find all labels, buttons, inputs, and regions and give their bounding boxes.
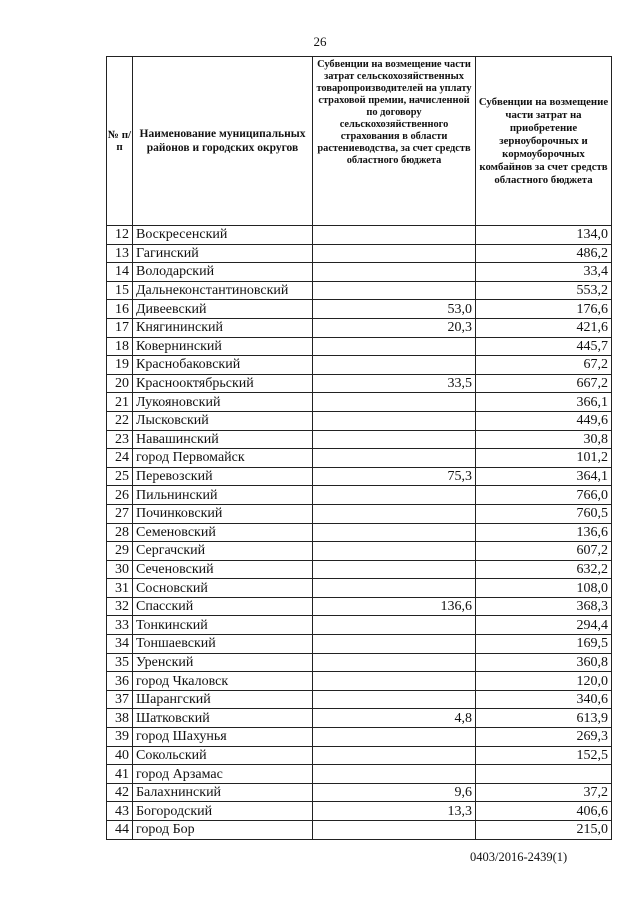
row-insurance-value	[313, 635, 476, 654]
row-insurance-value	[313, 486, 476, 505]
row-insurance-value	[313, 672, 476, 691]
row-combines-value: 632,2	[476, 560, 612, 579]
row-insurance-value	[313, 504, 476, 523]
table-row	[107, 616, 612, 635]
table-row	[107, 318, 612, 337]
row-number: 35	[107, 653, 133, 672]
row-name: Тонкинский	[133, 616, 313, 635]
row-insurance-value: 9,6	[313, 783, 476, 802]
row-combines-value: 364,1	[476, 467, 612, 486]
row-insurance-value	[313, 821, 476, 840]
row-name: город Первомайск	[133, 449, 313, 468]
table-row	[107, 337, 612, 356]
header-number: № п/п	[107, 57, 133, 226]
row-insurance-value	[313, 728, 476, 747]
row-name: Тоншаевский	[133, 635, 313, 654]
table-row	[107, 449, 612, 468]
row-number: 43	[107, 802, 133, 821]
row-combines-value: 760,5	[476, 504, 612, 523]
table-row	[107, 504, 612, 523]
row-combines-value: 152,5	[476, 746, 612, 765]
header-name: Наименование муниципальных районов и городских округов	[133, 57, 313, 226]
row-number: 26	[107, 486, 133, 505]
row-insurance-value	[313, 337, 476, 356]
table-row	[107, 653, 612, 672]
row-combines-value: 449,6	[476, 411, 612, 430]
row-combines-value: 37,2	[476, 783, 612, 802]
row-insurance-value	[313, 765, 476, 784]
row-combines-value: 366,1	[476, 393, 612, 412]
row-name: Дивеевский	[133, 300, 313, 319]
row-insurance-value	[313, 411, 476, 430]
row-name: город Бор	[133, 821, 313, 840]
table-row	[107, 374, 612, 393]
table-row	[107, 597, 612, 616]
table-row	[107, 672, 612, 691]
row-name: Перевозский	[133, 467, 313, 486]
row-insurance-value	[313, 430, 476, 449]
table-row	[107, 281, 612, 300]
table-row	[107, 690, 612, 709]
row-combines-value: 368,3	[476, 597, 612, 616]
row-insurance-value	[313, 616, 476, 635]
row-name: Спасский	[133, 597, 313, 616]
row-combines-value: 134,0	[476, 226, 612, 245]
row-insurance-value	[313, 244, 476, 263]
row-name: Дальнеконстантиновский	[133, 281, 313, 300]
row-insurance-value	[313, 560, 476, 579]
row-insurance-value: 33,5	[313, 374, 476, 393]
row-insurance-value	[313, 579, 476, 598]
row-combines-value: 607,2	[476, 542, 612, 561]
row-combines-value: 30,8	[476, 430, 612, 449]
table-row	[107, 300, 612, 319]
row-name: Володарский	[133, 263, 313, 282]
row-number: 24	[107, 449, 133, 468]
row-number: 23	[107, 430, 133, 449]
table-row	[107, 467, 612, 486]
row-insurance-value	[313, 690, 476, 709]
row-number: 18	[107, 337, 133, 356]
row-combines-value: 215,0	[476, 821, 612, 840]
table-row	[107, 728, 612, 747]
row-number: 44	[107, 821, 133, 840]
table-row	[107, 356, 612, 375]
row-number: 20	[107, 374, 133, 393]
table-row	[107, 746, 612, 765]
row-number: 30	[107, 560, 133, 579]
row-name: Сеченовский	[133, 560, 313, 579]
row-name: Краснооктябрьский	[133, 374, 313, 393]
row-number: 36	[107, 672, 133, 691]
row-name: Ковернинский	[133, 337, 313, 356]
row-number: 17	[107, 318, 133, 337]
row-number: 42	[107, 783, 133, 802]
row-insurance-value	[313, 653, 476, 672]
table-row	[107, 765, 612, 784]
row-name: Лысковский	[133, 411, 313, 430]
row-combines-value: 101,2	[476, 449, 612, 468]
row-name: Шатковский	[133, 709, 313, 728]
row-name: город Чкаловск	[133, 672, 313, 691]
row-insurance-value: 20,3	[313, 318, 476, 337]
table-row	[107, 393, 612, 412]
row-name: Балахнинский	[133, 783, 313, 802]
table-row	[107, 263, 612, 282]
row-insurance-value	[313, 746, 476, 765]
row-combines-value: 108,0	[476, 579, 612, 598]
table-row	[107, 783, 612, 802]
row-combines-value	[476, 765, 612, 784]
row-name: Лукояновский	[133, 393, 313, 412]
table-row	[107, 542, 612, 561]
row-number: 14	[107, 263, 133, 282]
row-insurance-value: 4,8	[313, 709, 476, 728]
row-insurance-value	[313, 393, 476, 412]
row-name: Навашинский	[133, 430, 313, 449]
row-number: 13	[107, 244, 133, 263]
row-number: 12	[107, 226, 133, 245]
row-number: 27	[107, 504, 133, 523]
table-row	[107, 560, 612, 579]
row-insurance-value	[313, 542, 476, 561]
row-number: 34	[107, 635, 133, 654]
row-number: 19	[107, 356, 133, 375]
row-insurance-value: 13,3	[313, 802, 476, 821]
table-row	[107, 430, 612, 449]
row-name: Богородский	[133, 802, 313, 821]
row-insurance-value: 136,6	[313, 597, 476, 616]
row-name: Воскресенский	[133, 226, 313, 245]
row-combines-value: 360,8	[476, 653, 612, 672]
row-name: Уренский	[133, 653, 313, 672]
header-subsidy-insurance: Субвенции на возмещение части затрат сельскохозяйственных товаропроизводителей на уплату страховой премии, начисленной по договору сельскохозяйственного страхования в области растениеводства, за счет средств областного бюджета	[313, 57, 476, 226]
row-number: 25	[107, 467, 133, 486]
row-combines-value: 486,2	[476, 244, 612, 263]
row-name: Семеновский	[133, 523, 313, 542]
row-combines-value: 340,6	[476, 690, 612, 709]
row-combines-value: 269,3	[476, 728, 612, 747]
row-number: 28	[107, 523, 133, 542]
table-row	[107, 226, 612, 245]
row-name: Сосновский	[133, 579, 313, 598]
row-name: Шарангский	[133, 690, 313, 709]
table-row	[107, 486, 612, 505]
row-name: Сергачский	[133, 542, 313, 561]
row-combines-value: 176,6	[476, 300, 612, 319]
row-insurance-value	[313, 356, 476, 375]
row-combines-value: 67,2	[476, 356, 612, 375]
row-combines-value: 766,0	[476, 486, 612, 505]
row-name: Княгининский	[133, 318, 313, 337]
row-combines-value: 421,6	[476, 318, 612, 337]
document-code: 0403/2016-2439(1)	[470, 850, 568, 864]
row-combines-value: 553,2	[476, 281, 612, 300]
table-row	[107, 635, 612, 654]
row-number: 39	[107, 728, 133, 747]
header-subsidy-combines: Субвенции на возмещение части затрат на приобретение зерноуборочных и кормоуборочных комбайнов за счет средств областного бюджета	[476, 57, 612, 226]
table-header-row	[107, 57, 612, 226]
row-insurance-value: 75,3	[313, 467, 476, 486]
table-row	[107, 579, 612, 598]
table-row	[107, 244, 612, 263]
row-number: 31	[107, 579, 133, 598]
row-combines-value: 667,2	[476, 374, 612, 393]
row-name: Сокольский	[133, 746, 313, 765]
row-number: 37	[107, 690, 133, 709]
row-combines-value: 120,0	[476, 672, 612, 691]
row-name: город Арзамас	[133, 765, 313, 784]
row-combines-value: 445,7	[476, 337, 612, 356]
row-combines-value: 169,5	[476, 635, 612, 654]
row-combines-value: 406,6	[476, 802, 612, 821]
table-row	[107, 802, 612, 821]
row-number: 22	[107, 411, 133, 430]
row-number: 29	[107, 542, 133, 561]
row-name: Гагинский	[133, 244, 313, 263]
row-number: 15	[107, 281, 133, 300]
row-name: город Шахунья	[133, 728, 313, 747]
row-combines-value: 613,9	[476, 709, 612, 728]
row-number: 32	[107, 597, 133, 616]
row-number: 41	[107, 765, 133, 784]
row-insurance-value	[313, 263, 476, 282]
page-number: 26	[313, 34, 327, 49]
row-combines-value: 136,6	[476, 523, 612, 542]
subsidy-table	[106, 56, 612, 840]
row-insurance-value	[313, 523, 476, 542]
row-combines-value: 33,4	[476, 263, 612, 282]
table-row	[107, 821, 612, 840]
row-number: 16	[107, 300, 133, 319]
row-insurance-value: 53,0	[313, 300, 476, 319]
row-insurance-value	[313, 449, 476, 468]
row-name: Пильнинский	[133, 486, 313, 505]
table-row	[107, 709, 612, 728]
row-name: Краснобаковский	[133, 356, 313, 375]
table-row	[107, 411, 612, 430]
row-number: 38	[107, 709, 133, 728]
row-number: 33	[107, 616, 133, 635]
row-number: 40	[107, 746, 133, 765]
row-name: Починковский	[133, 504, 313, 523]
row-combines-value: 294,4	[476, 616, 612, 635]
table-body	[107, 226, 612, 840]
row-number: 21	[107, 393, 133, 412]
row-insurance-value	[313, 281, 476, 300]
row-insurance-value	[313, 226, 476, 245]
table-row	[107, 523, 612, 542]
